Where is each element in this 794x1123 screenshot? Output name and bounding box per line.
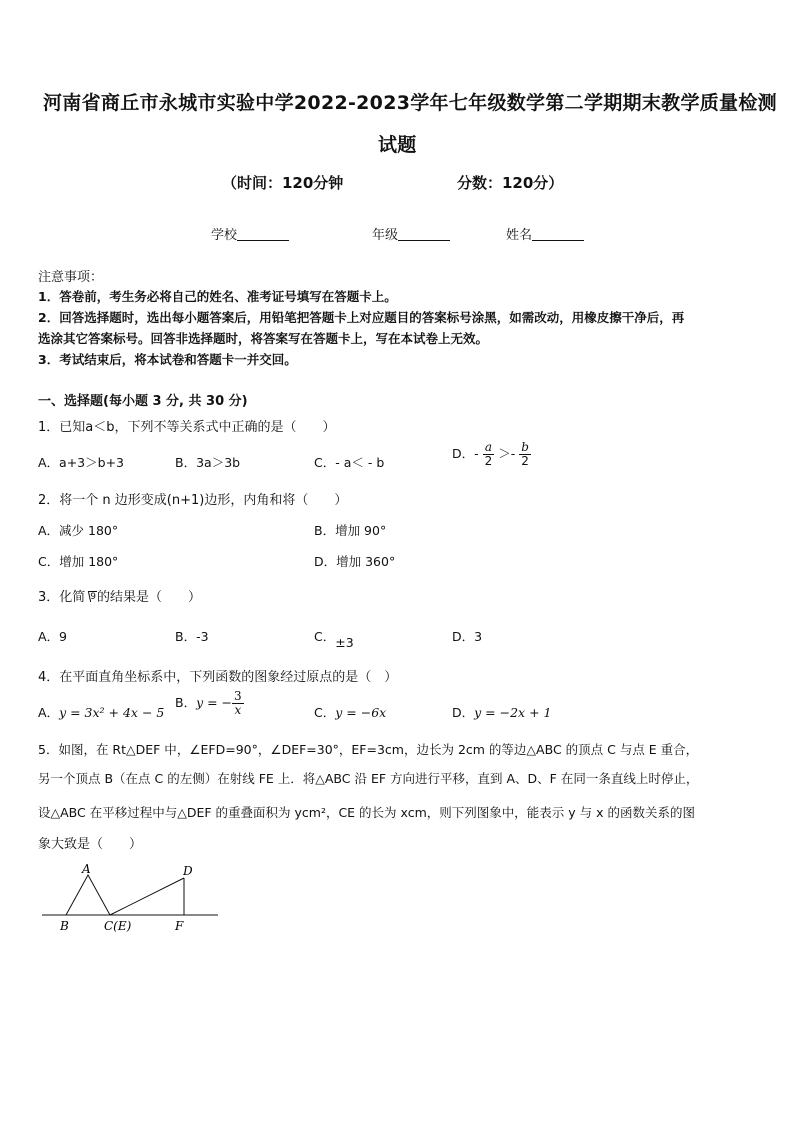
- label-b: B: [60, 919, 69, 933]
- note-3: 3．考试结束后，将本试卷和答题卡一并交回。: [38, 352, 297, 367]
- label-a: A: [82, 862, 91, 876]
- q4-c-expr: y = −6x: [335, 705, 387, 720]
- grade-blank: [398, 226, 450, 241]
- q4-b-label: B．: [175, 695, 197, 710]
- q5-line4: 象大致是（ ）: [38, 837, 143, 852]
- q1-d-frac2: [519, 441, 531, 468]
- q3-sqrt: 9: [90, 592, 97, 602]
- q3-c-label: C．: [314, 629, 336, 644]
- q1-d-num2: b: [521, 440, 529, 454]
- q5-figure: [38, 858, 223, 938]
- exam-time: （时间：120分钟: [222, 174, 344, 192]
- name-field: [506, 224, 584, 243]
- school-blank: [237, 226, 289, 241]
- q5-line1: 5．如图，在 Rt△DEF 中，∠EFD=90°，∠DEF=30°，EF=3cm，边长为 2cm 的等边△ABC 的顶点 C 与点 E 重合，: [38, 742, 699, 757]
- q4-d-expr: y = −2x + 1: [474, 705, 552, 720]
- q3-option-b: B．-3: [175, 629, 209, 644]
- q4-d-label: D．: [452, 705, 475, 720]
- name-blank: [532, 226, 584, 241]
- q5-line2: 另一个顶点 B（在点 C 的左侧）在射线 FE 上．将△ABC 沿 EF 方向进行平移，直到 A、D、F 在同一条直线上时停止，: [38, 771, 699, 786]
- q4-b-den: x: [234, 703, 242, 717]
- note-1: 1．答卷前，考生务必将自己的姓名、准考证号填写在答题卡上。: [38, 289, 397, 304]
- q2-option-d: D．增加 360°: [314, 554, 396, 569]
- q1-option-c: C．- a＜ - b: [314, 455, 385, 470]
- q1-d-frac1: [483, 441, 495, 468]
- q4-c-label: C．: [314, 705, 336, 720]
- q3-option-d: D．3: [452, 629, 483, 644]
- segment-ed: [110, 878, 184, 915]
- q1-d-num1: a: [483, 441, 495, 455]
- q3-option-c: [314, 627, 354, 650]
- school-field: [211, 224, 289, 243]
- triangle-abc: [66, 875, 110, 915]
- notes-heading: 注意事项：: [38, 270, 104, 285]
- q3-option-a: A．9: [38, 629, 68, 644]
- school-label: 学校: [211, 228, 238, 243]
- label-d: D: [183, 864, 193, 878]
- q1-d-den1: 2: [484, 454, 493, 468]
- q4-stem: 4．在平面直角坐标系中，下列函数的图象经过原点的是（ ）: [38, 670, 398, 685]
- q2-option-b: B．增加 90°: [314, 523, 387, 538]
- q3-stem-post: 的结果是（ ）: [97, 590, 202, 605]
- grade-label: 年级: [372, 228, 399, 243]
- q1-option-a: A．a+3＞b+3: [38, 455, 124, 470]
- q4-option-b: [175, 690, 244, 717]
- grade-field: [372, 224, 450, 243]
- q1-d-den2: 2: [521, 454, 529, 468]
- name-label: 姓名: [506, 228, 533, 243]
- q4-b-frac: [232, 690, 244, 717]
- note-2b: 选涂其它答案标号。回答非选择题时，将答案写在答题卡上，写在本试卷上无效。: [38, 331, 489, 346]
- note-2a: 2．回答选择题时，选出每小题答案后，用铅笔把答题卡上对应题目的答案标号涂黑，如需改动，用橡皮擦干净后，再: [38, 310, 685, 325]
- q3-stem-pre: 3．化简: [38, 590, 86, 605]
- section-heading: 一、选择题(每小题 3 分, 共 30 分): [38, 394, 248, 409]
- q2-option-a: A．减少 180°: [38, 523, 119, 538]
- exam-score: 分数：120分）: [457, 174, 564, 192]
- q4-a-label: A．: [38, 705, 60, 720]
- q1-option-b: B．3a＞3b: [175, 455, 241, 470]
- label-f: F: [175, 919, 184, 933]
- q2-stem: 2．将一个 n 边形变成(n+1)边形，内角和将（ ）: [38, 493, 348, 508]
- q4-option-d: [452, 703, 551, 721]
- q3-c-value: ±3: [335, 635, 354, 650]
- q2-option-c: C．增加 180°: [38, 554, 119, 569]
- q4-option-c: [314, 703, 386, 721]
- q1-stem: 1．已知a＜b，下列不等关系式中正确的是（ ）: [38, 420, 336, 435]
- page-title-line1: 河南省商丘市永城市实验中学2022-2023学年七年级数学第二学期期末教学质量检测: [43, 92, 777, 114]
- q5-line3: 设△ABC 在平移过程中与△DEF 的重叠面积为 ycm²，CE 的长为 xcm，则下列图象中，能表示 y 与 x 的函数关系的图: [38, 805, 695, 820]
- q4-b-num: 3: [234, 689, 242, 703]
- q1-option-d: [452, 441, 531, 468]
- q3-stem: [38, 586, 201, 605]
- q4-b-expr: y = −: [196, 695, 233, 710]
- q4-a-expr: y = 3x² + 4x − 5: [59, 705, 165, 720]
- q4-option-a: [38, 703, 164, 721]
- q1-d-prefix: D．-: [452, 446, 479, 461]
- page-title-line2: 试题: [378, 134, 417, 156]
- q1-d-mid: ＞-: [498, 446, 516, 461]
- label-ce: C(E): [104, 919, 132, 933]
